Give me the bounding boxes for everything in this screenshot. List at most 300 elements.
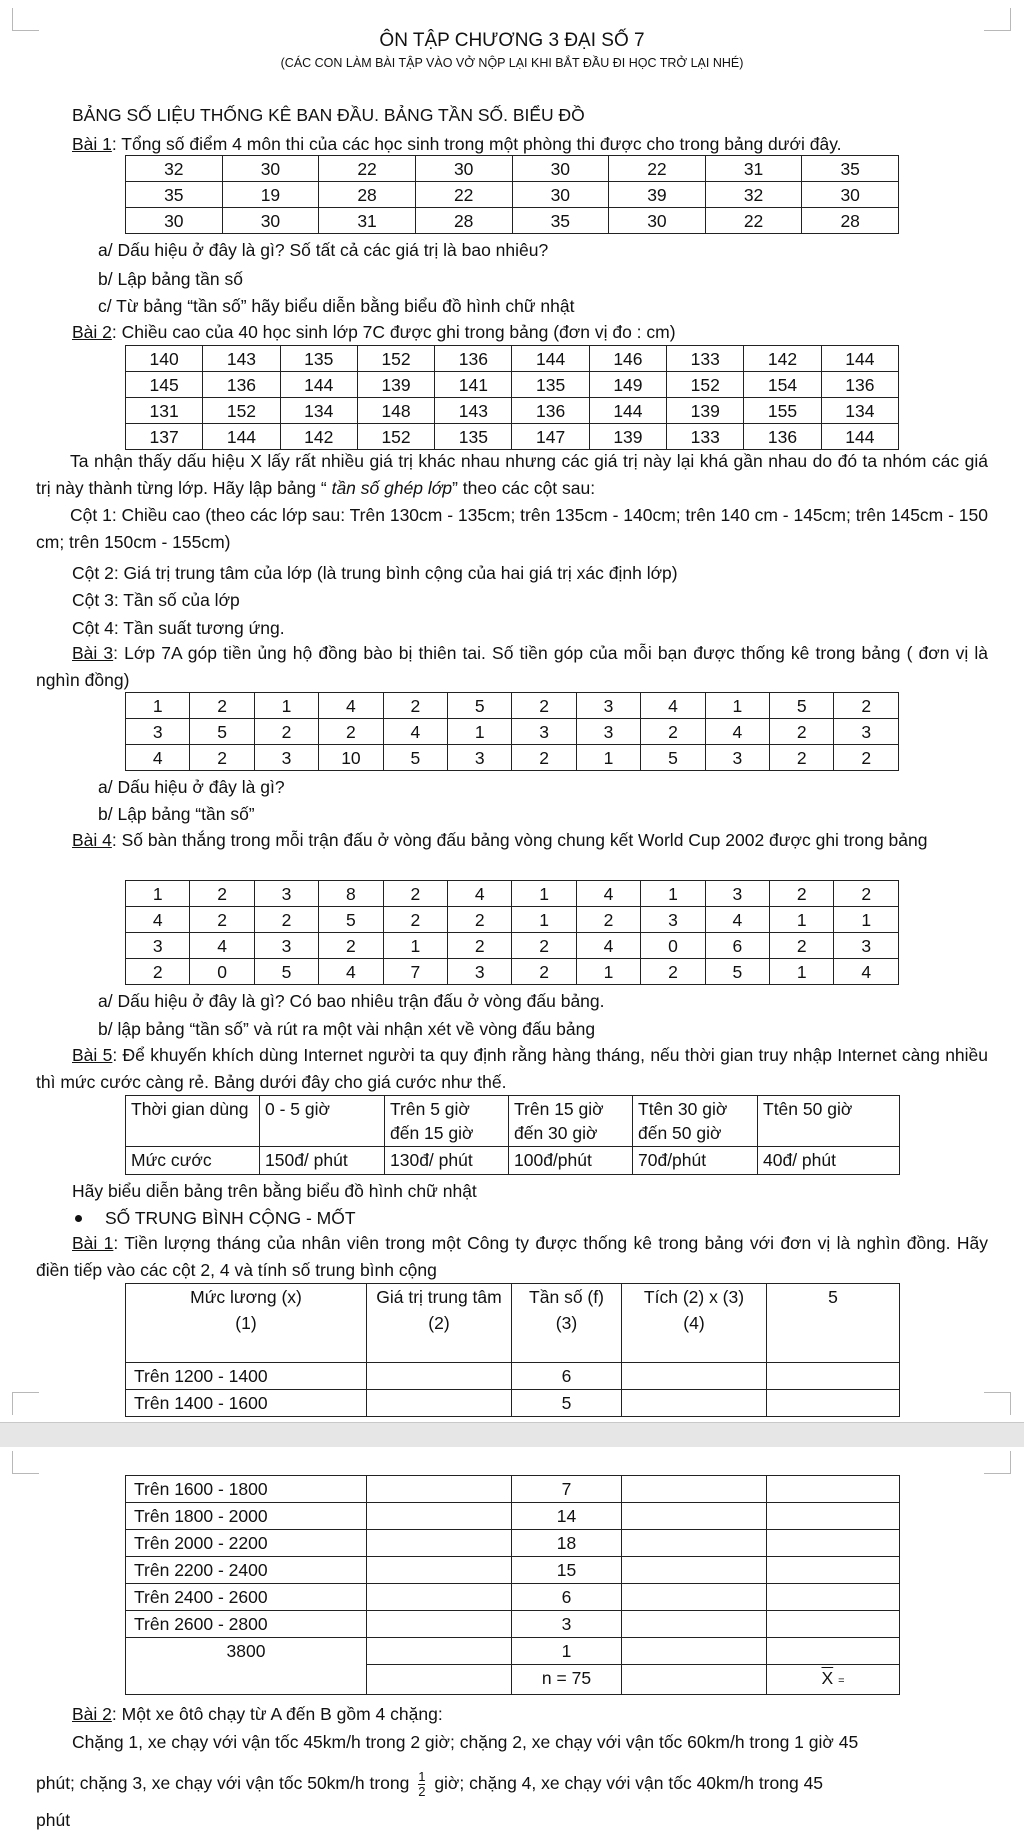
exercise-label: Bài 1	[72, 134, 112, 154]
exercise-text: : Tiền lượng tháng của nhân viên trong một Công ty được thống kê trong bảng với đơn vị là nghìn đồng. Hãy điền tiếp vào các cột 2, 4 và tính số trung bình cộng	[36, 1233, 988, 1280]
table-cell: 155	[744, 398, 821, 424]
table-cell: 3	[512, 719, 576, 745]
table-row	[126, 1096, 900, 1147]
table-row	[126, 398, 899, 424]
table-cell: 7	[512, 1476, 622, 1503]
question-a: a/ Dấu hiệu ở đây là gì? Số tất cả các giá trị là bao nhiêu?	[98, 240, 549, 260]
exercise-4-prompt	[36, 827, 988, 854]
table-row	[126, 693, 899, 719]
header-text: Giá trị trung tâm	[376, 1287, 502, 1307]
table-cell: 3	[705, 881, 769, 907]
table-cell	[767, 1530, 900, 1557]
table-cell: 5	[705, 959, 769, 985]
internet-fee-table	[125, 1095, 900, 1175]
question-b: b/ Lập bảng “tần số”	[98, 804, 255, 824]
table-cell	[767, 1638, 900, 1665]
table-row	[126, 1363, 900, 1390]
table-cell: 35	[802, 156, 899, 182]
header-cell: 5	[767, 1284, 900, 1363]
table-cell: 134	[280, 398, 357, 424]
table-cell: 32	[705, 182, 802, 208]
table-cell: 3800	[126, 1638, 367, 1665]
column-desc-text: Cột 1: Chiều cao (theo các lớp sau: Trên 130cm - 135cm; trên 135cm - 140cm; trên 140 cm - 145cm; trên 145cm - 150 cm; trên 150cm - 155cm)	[36, 505, 989, 552]
table-cell: 28	[319, 182, 416, 208]
table-cell: 5	[770, 693, 834, 719]
goals-table	[125, 880, 899, 985]
table-cell	[367, 1557, 512, 1584]
table-cell: 3	[126, 933, 190, 959]
table-cell	[367, 1665, 512, 1695]
table-cell: 2	[834, 881, 899, 907]
table-cell: 1	[576, 959, 640, 985]
table-cell: 148	[357, 398, 434, 424]
table-cell: Mức cước	[126, 1147, 260, 1175]
header-cell	[622, 1284, 767, 1363]
table-cell: 2	[190, 907, 254, 933]
table-cell: Trên 5 giờ đến 15 giờ	[385, 1096, 509, 1147]
table-cell: 3	[254, 745, 318, 771]
table-cell: 4	[319, 693, 383, 719]
table-cell: 28	[802, 208, 899, 234]
table-cell: Trên 2600 - 2800	[126, 1611, 367, 1638]
table-cell: 144	[821, 346, 898, 372]
table-cell	[367, 1530, 512, 1557]
table-cell: 15	[512, 1557, 622, 1584]
table-cell: 2	[448, 933, 512, 959]
table-cell: 137	[126, 424, 203, 450]
table-cell: 4	[834, 959, 899, 985]
table-cell: 136	[203, 372, 280, 398]
table-cell: Ttên 30 giờ đến 50 giờ	[633, 1096, 758, 1147]
table-cell: Trên 1200 - 1400	[126, 1363, 367, 1390]
crop-mark	[12, 1451, 39, 1474]
table-cell: 4	[641, 693, 705, 719]
table-cell: 2	[190, 745, 254, 771]
exercise-1-prompt	[72, 133, 842, 155]
table-cell: 130đ/ phút	[385, 1147, 509, 1175]
paragraph-italic: tần số ghép lớp	[331, 478, 453, 498]
table-cell: 22	[609, 156, 706, 182]
header-index: (3)	[555, 1313, 578, 1333]
table-cell	[622, 1363, 767, 1390]
table-cell: 2	[834, 693, 899, 719]
grouping-paragraph	[36, 448, 988, 502]
table-cell: 2	[190, 881, 254, 907]
header-text: Mức lương (x)	[190, 1287, 302, 1307]
exercise-text: : Chiều cao của 40 học sinh lớp 7C được ghi trong bảng (đơn vị đo : cm)	[111, 322, 676, 342]
table-cell: 5	[512, 1390, 622, 1417]
table-cell: 31	[319, 208, 416, 234]
table-cell: 142	[744, 346, 821, 372]
table-cell	[367, 1638, 512, 1665]
table-cell: 1	[126, 881, 190, 907]
header-index: (1)	[235, 1313, 257, 1333]
table-cell: 3	[512, 1611, 622, 1638]
table-cell: 2	[383, 907, 447, 933]
table-cell: 35	[512, 208, 609, 234]
table-cell	[622, 1557, 767, 1584]
table-row	[126, 1665, 900, 1695]
table-cell: 30	[802, 182, 899, 208]
header-index: (2)	[428, 1313, 450, 1333]
page-title: ÔN TẬP CHƯƠNG 3 ĐẠI SỐ 7	[379, 30, 645, 51]
table-cell: 152	[357, 346, 434, 372]
header-index: (4)	[683, 1313, 705, 1333]
table-cell: 0	[190, 959, 254, 985]
exercise-text: : Để khuyến khích dùng Internet người ta quy định rằng hàng tháng, nếu thời gian truy nhập Internet càng nhiều thì mức cước càng rẻ. Bảng dưới đây cho giá cước như thế.	[36, 1045, 989, 1092]
table-row	[126, 1476, 900, 1503]
exercise-label: Bài 3	[72, 643, 114, 663]
question-c: c/ Từ bảng “tần số” hãy biểu diễn bằng biểu đồ hình chữ nhật	[98, 296, 575, 316]
exercise-5-prompt	[36, 1042, 988, 1096]
table-cell: 140	[126, 346, 203, 372]
table-cell: 40đ/ phút	[758, 1147, 900, 1175]
table-row	[126, 1557, 900, 1584]
table-cell	[367, 1584, 512, 1611]
table-cell: 133	[667, 346, 744, 372]
table-cell: 5	[448, 693, 512, 719]
table-cell: 30	[126, 208, 223, 234]
table-cell: 146	[589, 346, 666, 372]
table-cell: 4	[448, 881, 512, 907]
table-cell: 2	[641, 959, 705, 985]
table-cell: 144	[280, 372, 357, 398]
table-cell: 18	[512, 1530, 622, 1557]
table-cell	[622, 1611, 767, 1638]
column-4-desc: Cột 4: Tần suất tương ứng.	[72, 618, 285, 638]
table-cell: 152	[357, 424, 434, 450]
mean-equals: =	[838, 1675, 845, 1687]
table-row	[126, 424, 899, 450]
table-cell: 2	[641, 719, 705, 745]
table-cell: 3	[576, 719, 640, 745]
table-cell: 28	[415, 208, 512, 234]
table-cell: 19	[222, 182, 319, 208]
table-cell: Thời gian dùng	[126, 1096, 260, 1147]
table-cell: 14	[512, 1503, 622, 1530]
table-cell: 4	[319, 959, 383, 985]
table-cell: 5	[383, 745, 447, 771]
table-cell: 150đ/ phút	[260, 1147, 385, 1175]
table-cell: 152	[667, 372, 744, 398]
table-cell: 3	[254, 933, 318, 959]
table-cell	[622, 1503, 767, 1530]
table-row	[126, 1638, 900, 1665]
table-cell: 4	[705, 907, 769, 933]
crop-mark	[12, 8, 39, 31]
header-text: Tần số (f)	[529, 1287, 604, 1307]
mean-exercise-2-prompt	[72, 1703, 443, 1725]
mean-symbol: $\overline{X}$	[821, 1668, 834, 1688]
table-cell: 1	[512, 907, 576, 933]
table-cell: 6	[512, 1584, 622, 1611]
table-row	[126, 1530, 900, 1557]
table-cell: 1	[834, 907, 899, 933]
table-cell	[767, 1611, 900, 1638]
table-cell: 2	[319, 933, 383, 959]
table-header-row	[126, 1284, 900, 1363]
column-3-desc: Cột 3: Tần số của lớp	[72, 590, 240, 610]
table-row	[126, 881, 899, 907]
stage-paragraph: Chặng 1, xe chạy với vận tốc 45km/h trong 2 giờ; chặng 2, xe chạy với vận tốc 60km/h trong 1 giờ 45	[72, 1732, 859, 1752]
paragraph-text: giờ; chặng 4, xe chạy với vận tốc 40km/h trong 45	[429, 1773, 824, 1793]
table-cell: 39	[609, 182, 706, 208]
table-cell: 131	[126, 398, 203, 424]
table-cell	[767, 1557, 900, 1584]
table-cell: 3	[448, 745, 512, 771]
table-cell: 4	[126, 907, 190, 933]
table-cell: 2	[319, 719, 383, 745]
table-cell: 154	[744, 372, 821, 398]
table-row	[126, 372, 899, 398]
table-row	[126, 1503, 900, 1530]
exercise-label: Bài 2	[72, 322, 112, 342]
crop-mark	[984, 1392, 1011, 1415]
salary-table	[125, 1283, 900, 1417]
fraction-denominator: 2	[418, 1783, 426, 1799]
page-break	[0, 1422, 1024, 1449]
table-cell: 7	[383, 959, 447, 985]
stage-paragraph: phút	[36, 1810, 71, 1830]
table-cell: 2	[576, 907, 640, 933]
table-cell: Trên 2400 - 2600	[126, 1584, 367, 1611]
table-cell: 136	[821, 372, 898, 398]
table-cell: 31	[705, 156, 802, 182]
table-cell: 1	[512, 881, 576, 907]
table-cell: 22	[415, 182, 512, 208]
table-cell: 22	[705, 208, 802, 234]
table-cell: 1	[448, 719, 512, 745]
donations-table	[125, 692, 899, 771]
table-cell: 5	[641, 745, 705, 771]
table-cell: 8	[319, 881, 383, 907]
table-cell: 70đ/phút	[633, 1147, 758, 1175]
table-cell	[367, 1611, 512, 1638]
table-cell: 3	[705, 745, 769, 771]
table-cell: 145	[126, 372, 203, 398]
table-cell: 30	[512, 156, 609, 182]
table-cell: 144	[821, 424, 898, 450]
table-cell: 3	[126, 719, 190, 745]
table-cell: 2	[770, 719, 834, 745]
table-cell: 1	[576, 745, 640, 771]
table-row	[126, 208, 899, 234]
table-cell: 4	[126, 745, 190, 771]
heights-table	[125, 345, 899, 450]
table-cell: 152	[203, 398, 280, 424]
table-cell: 136	[435, 346, 512, 372]
table-cell: 2	[383, 881, 447, 907]
header-cell	[512, 1284, 622, 1363]
table-cell: 4	[190, 933, 254, 959]
exercise-text: : Số bàn thắng trong mỗi trận đấu ở vòng đấu bảng vòng chung kết World Cup 2002 được ghi trong bảng	[111, 830, 928, 850]
question-b: b/ Lập bảng tần số	[98, 269, 243, 289]
table-cell: 2	[512, 933, 576, 959]
table-row	[126, 156, 899, 182]
table-row	[126, 1611, 900, 1638]
exercise-5-question: Hãy biểu diễn bảng trên bằng biểu đồ hình chữ nhật	[72, 1181, 477, 1201]
table-cell	[622, 1638, 767, 1665]
table-cell: Trên 2000 - 2200	[126, 1530, 367, 1557]
table-cell: 5	[319, 907, 383, 933]
table-cell: 149	[589, 372, 666, 398]
table-cell: 2	[512, 693, 576, 719]
table-cell: 0 - 5 giờ	[260, 1096, 385, 1147]
paragraph-text: Ta nhận thấy dấu hiệu X lấy rất nhiều giá trị khác nhau nhưng các giá trị này lại khá gần nhau do đó ta nhóm các giá trị này thành từng lớp. Hãy lập bảng “	[36, 451, 988, 498]
table-cell: 3	[834, 719, 899, 745]
table-cell: 1	[126, 693, 190, 719]
table-cell: 2	[770, 881, 834, 907]
salary-table-continued	[125, 1475, 900, 1695]
table-cell: 1	[705, 693, 769, 719]
table-cell: Trên 1600 - 1800	[126, 1476, 367, 1503]
table-cell: 139	[667, 398, 744, 424]
table-cell: 144	[512, 346, 589, 372]
table-cell: 22	[319, 156, 416, 182]
section-heading: SỐ TRUNG BÌNH CỘNG - MỐT	[105, 1208, 356, 1228]
table-cell: Trên 2200 - 2400	[126, 1557, 367, 1584]
table-cell: 5	[190, 719, 254, 745]
table-cell	[126, 1665, 367, 1695]
table-cell: 147	[512, 424, 589, 450]
fraction	[418, 1770, 425, 1799]
crop-mark	[12, 1392, 39, 1415]
header-cell	[126, 1284, 367, 1363]
question-a: a/ Dấu hiệu ở đây là gì? Có bao nhiêu trận đấu ở vòng đấu bảng.	[98, 991, 605, 1011]
table-cell: 4	[705, 719, 769, 745]
exercise-text: : Lớp 7A góp tiền ủng hộ đồng bào bị thiên tai. Số tiền góp của mỗi bạn được thống kê trong bảng ( đơn vị là nghìn đồng)	[36, 643, 989, 690]
table-cell: 3	[254, 881, 318, 907]
table-cell: 135	[435, 424, 512, 450]
mean-exercise-1-prompt	[36, 1230, 988, 1284]
table-cell	[767, 1584, 900, 1611]
table-cell	[367, 1476, 512, 1503]
table-cell: 35	[126, 182, 223, 208]
table-cell: 0	[641, 933, 705, 959]
section-heading: BẢNG SỐ LIỆU THỐNG KÊ BAN ĐẦU. BẢNG TẦN SỐ. BIỂU ĐỒ	[72, 105, 585, 125]
mean-cell	[767, 1665, 900, 1695]
table-cell: 1	[383, 933, 447, 959]
table-cell	[767, 1503, 900, 1530]
table-cell: 144	[203, 424, 280, 450]
table-cell: Ttên 50 giờ	[758, 1096, 900, 1147]
table-cell: 3	[834, 933, 899, 959]
table-cell	[767, 1476, 900, 1503]
table-cell: 2	[834, 745, 899, 771]
exercise-label: Bài 5	[72, 1045, 113, 1065]
table-cell: 1	[254, 693, 318, 719]
table-row	[126, 346, 899, 372]
table-cell: 2	[126, 959, 190, 985]
table-cell: 2	[254, 907, 318, 933]
header-text: Tích (2) x (3)	[643, 1287, 745, 1307]
question-a: a/ Dấu hiệu ở đây là gì?	[98, 777, 285, 797]
exercise-text: : Một xe ôtô chạy từ A đến B gồm 4 chặng:	[111, 1704, 443, 1724]
page-2	[0, 1447, 1024, 1830]
table-cell: 32	[126, 156, 223, 182]
table-cell: 139	[589, 424, 666, 450]
table-cell: 143	[203, 346, 280, 372]
table-cell: 141	[435, 372, 512, 398]
question-b: b/ lập bảng “tần số” và rút ra một vài nhận xét về vòng đấu bảng	[98, 1019, 596, 1039]
table-cell: 30	[609, 208, 706, 234]
table-cell: Trên 1400 - 1600	[126, 1390, 367, 1417]
table-cell	[767, 1390, 900, 1417]
table-cell: 6	[705, 933, 769, 959]
table-cell: 136	[512, 398, 589, 424]
table-cell: n = 75	[512, 1665, 622, 1695]
header-cell	[367, 1284, 512, 1363]
table-cell: Trên 15 giờ đến 30 giờ	[509, 1096, 633, 1147]
table-cell: 135	[280, 346, 357, 372]
table-cell	[622, 1530, 767, 1557]
table-cell	[367, 1503, 512, 1530]
fraction-numerator: 1	[418, 1768, 426, 1784]
paragraph-text: phút; chặng 3, xe chạy với vận tốc 50km/h trong	[36, 1773, 415, 1793]
crop-mark	[984, 8, 1011, 31]
table-cell: 2	[512, 745, 576, 771]
table-cell: 2	[190, 693, 254, 719]
table-cell: 144	[589, 398, 666, 424]
table-cell: 143	[435, 398, 512, 424]
table-row	[126, 907, 899, 933]
table-cell: 142	[280, 424, 357, 450]
table-cell: 10	[319, 745, 383, 771]
table-cell	[622, 1390, 767, 1417]
table-cell: 2	[770, 933, 834, 959]
table-cell	[622, 1665, 767, 1695]
table-cell	[622, 1584, 767, 1611]
table-cell: 3	[448, 959, 512, 985]
table-cell: 133	[667, 424, 744, 450]
table-cell	[367, 1363, 512, 1390]
table-row	[126, 1584, 900, 1611]
table-cell: 3	[641, 907, 705, 933]
table-cell: 30	[415, 156, 512, 182]
exercise-label: Bài 1	[72, 1233, 114, 1253]
exercise-2-prompt	[72, 321, 676, 343]
exercise-text: : Tổng số điểm 4 môn thi của các học sinh trong một phòng thi được cho trong bảng dưới đây.	[111, 134, 842, 154]
table-cell: 2	[383, 693, 447, 719]
table-row	[126, 959, 899, 985]
column-2-desc: Cột 2: Giá trị trung tâm của lớp (là trung bình cộng của hai giá trị xác định lớp)	[72, 563, 678, 583]
table-cell: 2	[254, 719, 318, 745]
stage-paragraph	[36, 1763, 823, 1803]
table-row	[126, 182, 899, 208]
table-row	[126, 1147, 900, 1175]
crop-mark	[984, 1451, 1011, 1474]
table-cell: 2	[448, 907, 512, 933]
table-cell: 1	[512, 1638, 622, 1665]
table-row	[126, 933, 899, 959]
scores-table	[125, 155, 899, 234]
table-cell: 4	[576, 933, 640, 959]
table-cell: 30	[222, 156, 319, 182]
page-subtitle: (CÁC CON LÀM BÀI TẬP VÀO VỞ NỘP LẠI KHI BẮT ĐẦU ĐI HỌC TRỞ LẠI NHÉ)	[280, 56, 744, 70]
table-cell: 4	[383, 719, 447, 745]
table-cell: 1	[641, 881, 705, 907]
exercise-3-prompt	[36, 640, 988, 694]
table-row	[126, 745, 899, 771]
table-cell	[767, 1363, 900, 1390]
bullet-icon	[75, 1215, 82, 1222]
table-cell: 135	[512, 372, 589, 398]
table-cell: 2	[770, 745, 834, 771]
exercise-label: Bài 4	[72, 830, 112, 850]
table-cell: 3	[576, 693, 640, 719]
column-1-desc	[36, 502, 988, 556]
table-cell: 4	[576, 881, 640, 907]
